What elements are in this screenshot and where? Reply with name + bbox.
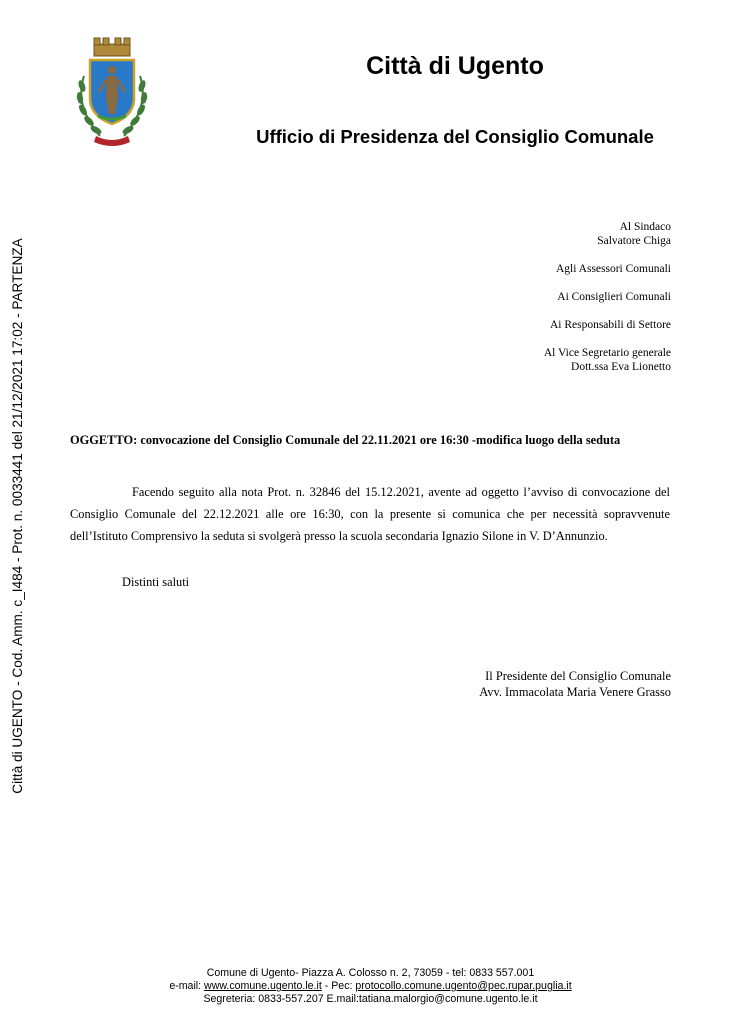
coat-of-arms-logo	[70, 36, 154, 152]
closing-salutation: Distinti saluti	[122, 575, 190, 589]
recipients-block	[544, 220, 671, 388]
signatory-role: Il Presidente del Consiglio Comunale	[485, 669, 671, 683]
recipient-line: Al Vice Segretario generale	[543, 347, 671, 359]
footer-contacts	[0, 980, 741, 993]
recipient-line: Agli Assessori Comunali	[555, 263, 671, 275]
recipient-line: Ai Consiglieri Comunali	[557, 291, 671, 303]
recipient-item	[544, 318, 671, 332]
signatory-name: Avv. Immacolata Maria Venere Grasso	[479, 685, 671, 699]
office-subtitle: Ufficio di Presidenza del Consiglio Comunale	[256, 126, 654, 147]
recipient-item	[544, 262, 671, 276]
subject-line: OGGETTO: convocazione del Consiglio Comunale del 22.11.2021 ore 16:30 -modifica luogo della seduta	[70, 433, 621, 447]
website-link[interactable]: www.comune.ugento.le.it	[204, 980, 322, 992]
pec-link[interactable]: protocollo.comune.ugento@pec.rupar.puglia.it	[355, 980, 572, 992]
recipient-line: Ai Responsabili di Settore	[549, 319, 671, 331]
body-paragraph: Facendo seguito alla nota Prot. n. 32846 del 15.12.2021, avente ad oggetto l’avviso di convocazione del Consiglio Comunale del 22.12.2021 alle ore 16:30, con la presente si comunica che per necessità sopravvenute dell’Istituto Comprensivo la seduta si svolgerà presso la scuola secondaria Ignazio Silone in V. D’Annunzio.	[70, 485, 670, 543]
recipient-item	[544, 220, 671, 248]
recipient-line: Dott.ssa Eva Lionetto	[571, 361, 671, 373]
signature-block	[479, 668, 671, 700]
footer	[0, 967, 741, 1006]
pec-label: - Pec:	[321, 980, 356, 992]
recipient-item	[544, 346, 671, 374]
recipient-line: Salvatore Chiga	[597, 235, 671, 247]
recipient-line: Al Sindaco	[619, 221, 671, 233]
protocol-stamp: Città di UGENTO - Cod. Amm. c_I484 - Prot. n. 0033441 del 21/12/2021 17:02 - PARTENZA	[10, 238, 25, 794]
email-label: e-mail:	[169, 980, 205, 992]
recipient-item	[544, 290, 671, 304]
footer-address: Comune di Ugento- Piazza A. Colosso n. 2, 73059 - tel: 0833 557.001	[206, 967, 535, 979]
document-title: Città di Ugento	[366, 52, 544, 80]
footer-secretariat: Segreteria: 0833-557.207 E.mail:tatiana.malorgio@comune.ugento.le.it	[203, 993, 538, 1005]
